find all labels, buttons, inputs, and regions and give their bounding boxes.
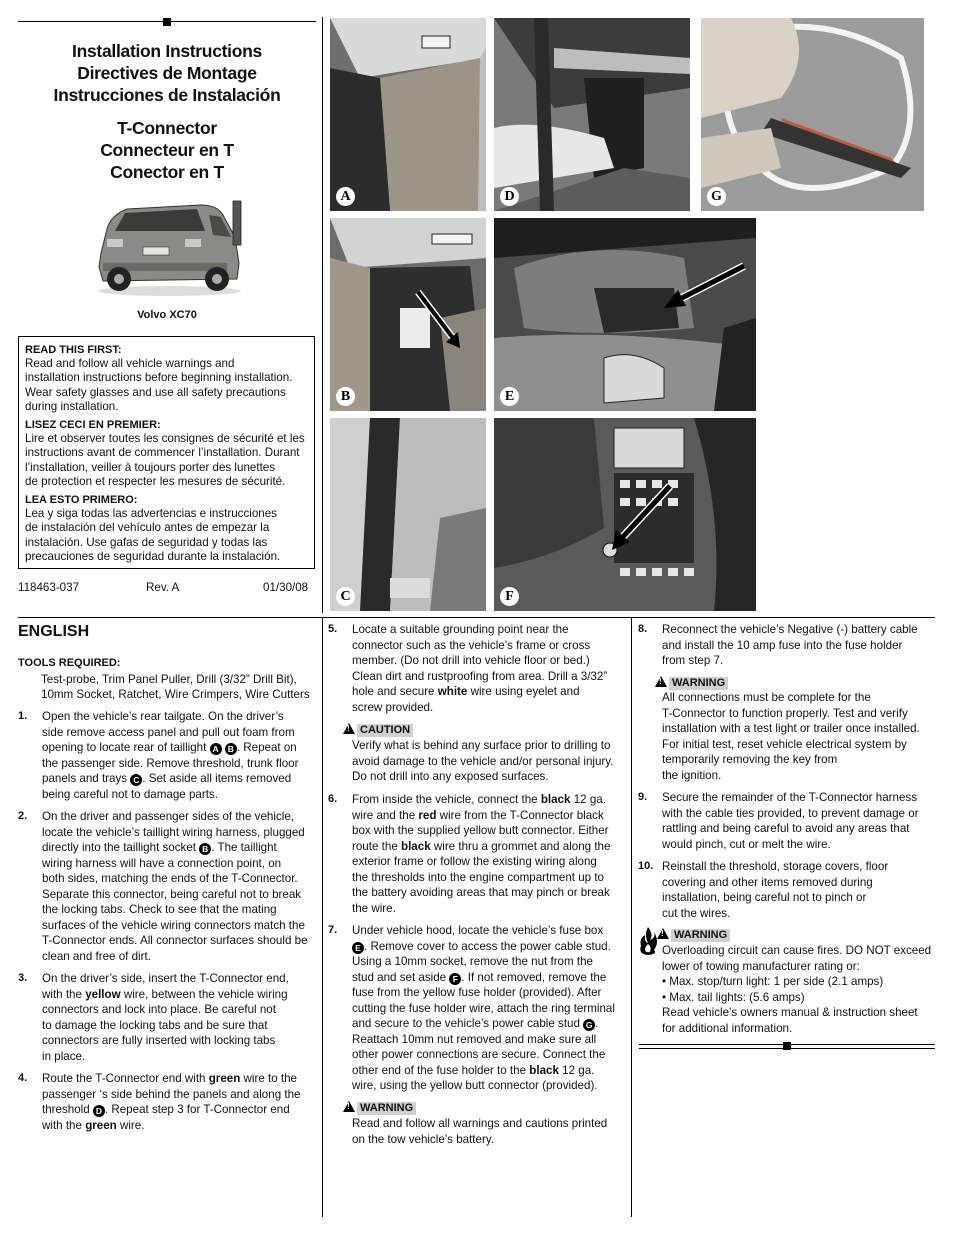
- step-line: [352, 1063, 632, 1079]
- read-first-es-line: precauciones de seguridad durante la instalación.: [25, 549, 281, 563]
- step-line-part: . Remove cover to access the power cable stud.: [364, 939, 611, 953]
- step-line-part: wire, between the vehicle wiring: [120, 987, 288, 1001]
- step-line: covering and other items removed during: [662, 875, 873, 889]
- step-number: 5.: [328, 623, 338, 635]
- step-line: [42, 1118, 322, 1134]
- step-6-text: [352, 792, 632, 916]
- warning-line: installation with a test light or trailer once installed.: [662, 722, 920, 735]
- step-number: 7.: [328, 924, 338, 936]
- step-1-text: [42, 709, 322, 802]
- wire-color-black: black: [529, 1063, 559, 1077]
- step-5-text: [352, 622, 632, 715]
- product-en: T-Connector: [117, 118, 217, 138]
- step-line-part: threshold: [42, 1103, 93, 1116]
- step-line-part: wire from the T-Connector black: [436, 808, 604, 822]
- step-line-part: From inside the vehicle, connect the: [352, 793, 541, 806]
- step-3-text: [42, 971, 322, 1064]
- step-number: 10.: [638, 860, 654, 872]
- warning-triangle-icon: [655, 676, 667, 687]
- warning-triangle-icon: [343, 723, 355, 734]
- step-line: wiring harness will have a connection point, on: [42, 856, 282, 870]
- step-line: Secure the remainder of the T-Connector harness: [662, 791, 917, 804]
- photo-label-f: F: [500, 587, 519, 606]
- read-first-fr-line: Lire et observer toutes les consignes de sécurité et les: [25, 432, 305, 446]
- warning-line: All connections must be complete for the: [662, 691, 871, 704]
- english-heading: ENGLISH: [18, 623, 90, 640]
- read-first-es-line: instalación. Use gafas de seguridad y todas las: [25, 535, 268, 549]
- read-first-fr-line: instructions avant de commencer l’installation. Durant: [25, 446, 300, 460]
- step-line: Locate a suitable grounding point near the: [352, 623, 569, 636]
- warning-badge: [655, 675, 728, 691]
- warning-line: • Max. stop/turn light: 1 per side (2.1 amps): [662, 975, 884, 988]
- step-line: On the driver’s side, insert the T-Connector end,: [42, 972, 289, 985]
- warning-triangle-icon: [343, 1101, 355, 1112]
- photo-label-b: B: [336, 387, 355, 406]
- step-line: locate the vehicle’s taillight wiring harness, plugged: [42, 825, 305, 839]
- wire-color-black: black: [540, 793, 571, 806]
- wire-color-yellow: yellow: [85, 987, 121, 1001]
- step-line: passenger ‘s side behind the panels and along the: [42, 1087, 301, 1101]
- photo-label-e: E: [500, 387, 519, 406]
- warning-label: WARNING: [669, 677, 728, 690]
- caution-label: CAUTION: [357, 724, 413, 737]
- step-line: the wire.: [352, 901, 396, 915]
- photo-a: [330, 18, 486, 211]
- step-line-part: wire to the: [240, 1072, 298, 1085]
- step-line-part: other end of the fuse holder to the: [352, 1063, 530, 1077]
- photo-e: [494, 218, 756, 411]
- step-line-part: . The taillight: [211, 841, 277, 854]
- warning-line: Read vehicle’s owners manual & instruction sheet: [662, 1006, 918, 1019]
- title-en: Installation Instructions: [72, 41, 262, 61]
- step-line: Under vehicle hood, locate the vehicle’s fuse box: [352, 924, 604, 937]
- step-line-part: . Repeat step 3 for T-Connector end: [104, 1103, 290, 1116]
- photo-label-a: A: [336, 187, 355, 206]
- wire-color-red: red: [418, 808, 437, 822]
- step-line: installation, being careful not to pinch or: [662, 891, 867, 904]
- ref-a-icon: A: [210, 743, 222, 755]
- warning-label: WARNING: [357, 1102, 416, 1115]
- step-line: fuse from the yellow fuse holder (provided). After: [352, 986, 602, 999]
- step-9-text: [662, 790, 942, 852]
- step-number: 1.: [18, 710, 28, 722]
- step-line: [352, 839, 632, 855]
- step-line: cut the wires.: [662, 906, 731, 920]
- ref-c-icon: C: [130, 774, 142, 786]
- step-line: [352, 1016, 632, 1032]
- step-line: and install the 10 amp fuse into the fuse holder: [662, 638, 903, 652]
- step-line: [352, 939, 632, 955]
- step-2-text: [42, 809, 322, 964]
- title-fr: Directives de Montage: [77, 63, 257, 83]
- step-line-part: .: [595, 1017, 599, 1030]
- warning-line: • Max. tail lights: (5.6 amps): [662, 990, 805, 1004]
- step-4-text: [42, 1071, 322, 1133]
- caution-line: Do not drill into any exposed surfaces.: [352, 770, 549, 783]
- step-10-text: [662, 859, 942, 921]
- step-line-part: . Set aside all items removed: [142, 772, 292, 785]
- step-line: Reattach 10mm nut removed and make sure all: [352, 1032, 597, 1046]
- step-line-part: wire and the: [352, 808, 419, 822]
- photo-b: [330, 218, 486, 411]
- read-first-box: [18, 336, 315, 569]
- step-line: the thresholds into the engine compartment up to: [352, 870, 604, 884]
- step-line: [352, 970, 632, 986]
- step-line: clean and free of dirt.: [42, 949, 151, 963]
- step-line: [42, 840, 322, 856]
- warning-line: for additional information.: [662, 1021, 793, 1035]
- step-line: would pinch, cut or melt the wire.: [662, 837, 831, 851]
- warning-line: Overloading circuit can cause fires. DO NOT exceed: [662, 944, 932, 957]
- step-line: with the cable ties provided, to prevent damage or: [662, 806, 919, 820]
- read-first-en-heading: READ THIS FIRST:: [25, 344, 122, 356]
- top-rule-marker: [163, 18, 171, 26]
- step-line: T-Connector ends. All connector surfaces should be: [42, 934, 308, 947]
- warning-text: [662, 690, 942, 783]
- step-line: from step 7.: [662, 654, 724, 667]
- warning-line: on the tow vehicle’s battery.: [352, 1132, 494, 1146]
- step-line: connectors and lock into place. Be careful not: [42, 1003, 276, 1016]
- step-line: the locking tabs. Check to see that the mating: [42, 903, 277, 916]
- step-line: surfaces of the vehicle wiring connectors match the: [42, 918, 305, 932]
- divider-vertical-top: [322, 17, 323, 613]
- fire-icon: [638, 926, 658, 961]
- step-line-part: 12 ga.: [570, 793, 606, 806]
- photo-label-d: D: [500, 187, 519, 206]
- ref-b-icon: B: [199, 843, 211, 855]
- step-line-part: with the: [42, 1118, 86, 1132]
- step-line: [42, 1102, 322, 1118]
- step-line: connector such as the vehicle’s frame or cross: [352, 638, 591, 652]
- step-line-part: Route the T-Connector end with: [42, 1072, 209, 1085]
- wire-color-black: black: [401, 839, 431, 853]
- ref-d-icon: D: [93, 1105, 105, 1117]
- step-line: connectors are fully inserted with locking tabs: [42, 1034, 276, 1047]
- warning-label: WARNING: [671, 929, 730, 942]
- step-number: 8.: [638, 623, 648, 635]
- tools-line: Test-probe, Trim Panel Puller, Drill (3/32” Drill Bit),: [41, 673, 297, 686]
- step-line: On the driver and passenger sides of the vehicle,: [42, 810, 294, 823]
- revision: Rev. A: [146, 581, 180, 594]
- ref-e-icon: E: [352, 942, 364, 954]
- photo-g: [701, 18, 924, 211]
- step-8-text: [662, 622, 942, 669]
- step-line-part: panels and trays: [42, 772, 131, 785]
- step-line: Reinstall the threshold, storage covers, floor: [662, 860, 889, 873]
- photo-c: [330, 418, 486, 611]
- step-line: exterior frame or follow the existing wiring along: [352, 855, 597, 868]
- step-line: cutting the fuse holder wire, attach the ring terminal: [352, 1001, 615, 1015]
- read-first-en-line: installation instructions before beginning installation.: [25, 371, 293, 385]
- product-es: Conector en T: [110, 162, 224, 182]
- divider-horizontal-mid: [18, 617, 935, 618]
- step-line-part: directly into the taillight socket: [42, 841, 200, 854]
- step-line: Open the vehicle’s rear tailgate. On the driver’s: [42, 710, 284, 723]
- caution-line: Verify what is behind any surface prior to drilling to: [352, 739, 611, 752]
- step-number: 9.: [638, 791, 648, 803]
- step-number: 4.: [18, 1072, 28, 1084]
- step-line: [42, 987, 322, 1003]
- step-line: [352, 792, 632, 808]
- warning-badge: [343, 1100, 416, 1116]
- part-number: 118463-037: [18, 581, 80, 594]
- wire-color-green: green: [85, 1118, 117, 1132]
- step-line: [42, 740, 322, 756]
- warning-line: lower of towing manufacturer rating or:: [662, 959, 860, 973]
- warning-line: temporarily removing the key from: [662, 753, 838, 766]
- divider-vertical-col1: [322, 617, 323, 1217]
- step-line: the passenger side. Remove threshold, trunk floor: [42, 756, 299, 770]
- vehicle-caption: Volvo XC70: [137, 309, 197, 321]
- step-line: side remove access panel and pull out foam from: [42, 725, 295, 739]
- step-line: both sides, matching the ends of the T-Connector.: [42, 872, 298, 885]
- step-line-part: wire.: [116, 1118, 145, 1132]
- read-first-es-line: de instalación del vehículo antes de empezar la: [25, 521, 270, 535]
- step-line-part: route the: [352, 839, 401, 853]
- tools-line: 10mm Socket, Ratchet, Wire Crimpers, Wire Cutters: [41, 688, 310, 701]
- vehicle-image: [93, 193, 245, 297]
- step-line-part: . Repeat on: [236, 741, 297, 754]
- step-line: [352, 684, 632, 700]
- step-line-part: and secure to the vehicle’s power cable stud: [352, 1017, 584, 1030]
- end-rule-marker: [783, 1042, 791, 1050]
- warning-line: Read and follow all warnings and cautions printed: [352, 1117, 608, 1130]
- step-line: the battery avoiding areas that may pinch or break: [352, 886, 610, 899]
- wire-color-green: green: [208, 1072, 241, 1085]
- step-line: Separate this connector, being careful not to break: [42, 887, 302, 901]
- step-line: being careful not to damage parts.: [42, 787, 218, 801]
- step-line-part: . If not removed, remove the: [461, 970, 607, 984]
- step-line-part: wire thru a grommet and along the: [430, 839, 611, 853]
- warning-badge: [657, 927, 730, 943]
- product-fr: Connecteur en T: [100, 140, 234, 160]
- ref-f-icon: F: [449, 973, 461, 985]
- step-7-text: [352, 923, 632, 1094]
- read-first-en-line: Wear safety glasses and use all safety precautions: [25, 385, 286, 399]
- step-line: to damage the locking tabs and be sure that: [42, 1018, 268, 1032]
- photo-f: [494, 418, 756, 611]
- step-line: box with the supplied yellow butt connector. Either: [352, 824, 609, 837]
- step-line: in place.: [42, 1049, 86, 1063]
- caution-badge: [343, 722, 413, 738]
- step-line: Using a 10mm socket, remove the nut from the: [352, 955, 593, 968]
- warning-triangle-icon: [657, 928, 669, 939]
- step-line: [352, 808, 632, 824]
- ref-b-icon: B: [225, 743, 237, 755]
- title-es: Instrucciones de Instalación: [53, 85, 281, 105]
- step-line: [42, 771, 322, 787]
- warning-line: T-Connector to function properly. Test and verify: [662, 706, 908, 720]
- photo-d: [494, 18, 690, 211]
- tools-heading: TOOLS REQUIRED:: [18, 657, 121, 669]
- step-line: member. (Do not drill into vehicle floor or bed.): [352, 654, 590, 667]
- step-line: screw provided.: [352, 700, 434, 714]
- wire-color-white: white: [437, 685, 468, 698]
- warning-text: [352, 1116, 632, 1147]
- warning-line: For initial test, reset vehicle electrical system by: [662, 737, 907, 751]
- step-line: [42, 1071, 322, 1087]
- warning-line: the ignition.: [662, 768, 722, 782]
- step-line-part: with the: [42, 987, 86, 1001]
- step-line-part: wire using eyelet and: [467, 685, 580, 698]
- caution-line: avoid damage to the vehicle and/or personal injury.: [352, 754, 614, 768]
- read-first-fr-line: de protection et respecter les mesures de sécurité.: [25, 474, 286, 488]
- step-number: 2.: [18, 810, 28, 822]
- read-first-fr-line: l’installation, veiller à toujours porter des lunettes: [25, 460, 276, 474]
- read-first-en-line: during installation.: [25, 399, 119, 413]
- read-first-es-heading: LEA ESTO PRIMERO:: [25, 494, 138, 507]
- step-line: Clean dirt and rustproofing from area. Drill a 3/32”: [352, 669, 608, 683]
- step-line-part: 12 ga.: [558, 1063, 595, 1077]
- step-line: rattling and being careful to avoid any areas that: [662, 822, 910, 835]
- caution-text: [352, 738, 632, 785]
- step-line: Reconnect the vehicle’s Negative (-) battery cable: [662, 623, 918, 636]
- step-line-part: hole and secure: [352, 685, 438, 698]
- photo-label-c: C: [336, 587, 355, 606]
- step-line-part: opening to locate rear of taillight: [42, 741, 210, 754]
- read-first-es-line: Lea y siga todas las advertencias e instrucciones: [25, 507, 277, 521]
- doc-date: 01/30/08: [263, 581, 309, 594]
- step-line: wire, using the yellow butt connector (provided).: [352, 1079, 598, 1092]
- read-first-fr-heading: LISEZ CECI EN PREMIER:: [25, 419, 161, 432]
- ref-g-icon: G: [583, 1019, 595, 1031]
- read-first-en-line: Read and follow all vehicle warnings and: [25, 357, 235, 371]
- step-line: other power connections are secure. Connect the: [352, 1048, 606, 1061]
- step-number: 3.: [18, 972, 28, 984]
- step-number: 6.: [328, 793, 338, 805]
- step-line-part: stud and set aside: [352, 970, 450, 984]
- fire-warning-text: [662, 943, 952, 1036]
- photo-label-g: G: [707, 187, 726, 206]
